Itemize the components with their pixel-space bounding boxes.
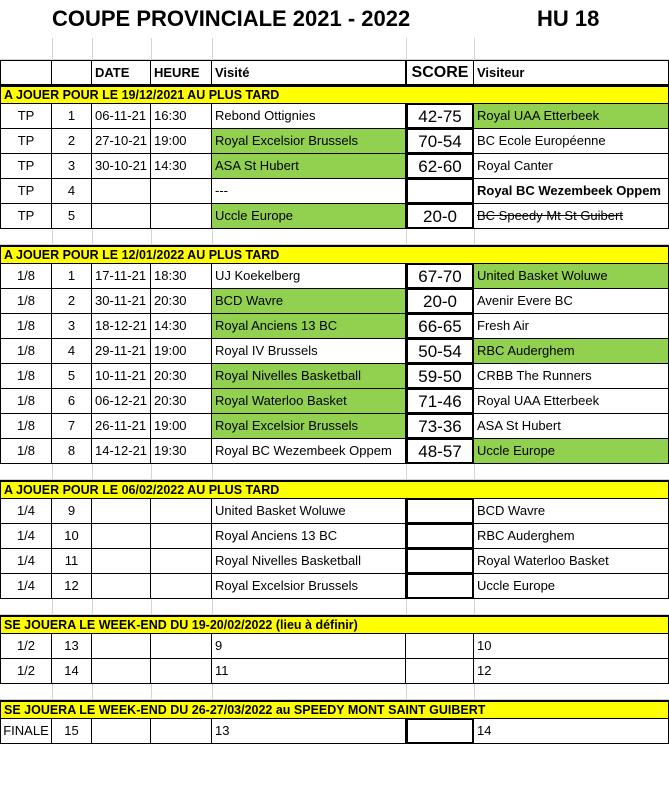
- cell-away: Royal Canter: [474, 154, 669, 179]
- cell-home: Royal Excelsior Brussels: [212, 414, 406, 439]
- cell-time: [151, 499, 212, 524]
- cell-num: 6: [52, 389, 92, 414]
- cell-home: Rebond Ottignies: [212, 104, 406, 129]
- cell-num: 7: [52, 414, 92, 439]
- header-time: HEURE: [151, 60, 212, 85]
- cell-score: 62-60: [406, 154, 474, 179]
- cell-round: TP: [0, 204, 52, 229]
- header-row: [0, 60, 669, 85]
- spacer-row: [0, 229, 669, 245]
- cell-away: Uccle Europe: [474, 439, 669, 464]
- table-row: [0, 179, 669, 204]
- cell-score: [406, 574, 474, 599]
- cell-home: Royal Waterloo Basket: [212, 389, 406, 414]
- header-home: Visité: [212, 60, 406, 85]
- cell-date: 14-12-21: [92, 439, 151, 464]
- grid-line: [52, 229, 53, 244]
- table-row: [0, 289, 669, 314]
- cell-round: 1/4: [0, 549, 52, 574]
- cell-date: 17-11-21: [92, 264, 151, 289]
- section-header: A JOUER POUR LE 06/02/2022 AU PLUS TARD: [0, 480, 669, 499]
- cell-home: Royal Excelsior Brussels: [212, 574, 406, 599]
- cell-away: Royal Waterloo Basket: [474, 549, 669, 574]
- cell-num: 2: [52, 129, 92, 154]
- grid-line: [52, 38, 53, 59]
- cell-round: 1/4: [0, 499, 52, 524]
- grid-line: [52, 599, 53, 614]
- cell-time: 14:30: [151, 314, 212, 339]
- category-title: HU 18: [537, 6, 600, 31]
- cell-date: 10-11-21: [92, 364, 151, 389]
- cell-date: 26-11-21: [92, 414, 151, 439]
- cell-away: 12: [474, 659, 669, 684]
- grid-line: [406, 229, 407, 244]
- table-row: [0, 659, 669, 684]
- cell-round: 1/8: [0, 389, 52, 414]
- cell-round: TP: [0, 104, 52, 129]
- grid-line: [151, 38, 152, 59]
- cell-round: FINALE: [0, 719, 52, 744]
- cell-num: 5: [52, 364, 92, 389]
- cell-score: [406, 719, 474, 744]
- cell-round: 1/4: [0, 574, 52, 599]
- cell-num: 9: [52, 499, 92, 524]
- cell-away: BC Ecole Européenne: [474, 129, 669, 154]
- cell-date: 18-12-21: [92, 314, 151, 339]
- grid-line: [151, 464, 152, 479]
- grid-line: [92, 229, 93, 244]
- cell-num: 1: [52, 264, 92, 289]
- cell-num: 8: [52, 439, 92, 464]
- grid-line: [212, 229, 213, 244]
- cell-time: [151, 204, 212, 229]
- cell-home: 11: [212, 659, 406, 684]
- cell-time: [151, 524, 212, 549]
- header-date: DATE: [92, 60, 151, 85]
- cell-score: 48-57: [406, 439, 474, 464]
- cell-away: ASA St Hubert: [474, 414, 669, 439]
- cell-score: 67-70: [406, 264, 474, 289]
- cell-score: [406, 524, 474, 549]
- cell-score: [406, 179, 474, 204]
- cell-score: 42-75: [406, 104, 474, 129]
- cell-home: UJ Koekelberg: [212, 264, 406, 289]
- cell-time: 19:00: [151, 129, 212, 154]
- cell-home: Royal Excelsior Brussels: [212, 129, 406, 154]
- cell-time: 19:30: [151, 439, 212, 464]
- section-header: SE JOUERA LE WEEK-END DU 26-27/03/2022 au SPEEDY MONT SAINT GUIBERT: [0, 700, 669, 719]
- cell-away: Uccle Europe: [474, 574, 669, 599]
- grid-line: [406, 684, 407, 699]
- table-row: [0, 339, 669, 364]
- cell-away: 14: [474, 719, 669, 744]
- table-row: [0, 524, 669, 549]
- grid-line: [406, 38, 407, 59]
- cell-time: [151, 659, 212, 684]
- cell-away: Royal UAA Etterbeek: [474, 389, 669, 414]
- spacer-row: [0, 464, 669, 480]
- grid-line: [212, 599, 213, 614]
- cell-home: Uccle Europe: [212, 204, 406, 229]
- cell-score: 50-54: [406, 339, 474, 364]
- cell-score: 66-65: [406, 314, 474, 339]
- grid-line: [151, 229, 152, 244]
- grid-line: [474, 599, 475, 614]
- cell-away: Fresh Air: [474, 314, 669, 339]
- table-row: [0, 574, 669, 599]
- cell-home: BCD Wavre: [212, 289, 406, 314]
- cell-num: 11: [52, 549, 92, 574]
- cell-num: 5: [52, 204, 92, 229]
- cell-score: 20-0: [406, 204, 474, 229]
- header-num: [52, 60, 92, 85]
- cell-num: 4: [52, 179, 92, 204]
- cell-home: Royal BC Wezembeek Oppem: [212, 439, 406, 464]
- cell-date: [92, 179, 151, 204]
- grid-line: [212, 684, 213, 699]
- cell-time: [151, 574, 212, 599]
- table-row: [0, 264, 669, 289]
- cell-num: 12: [52, 574, 92, 599]
- cell-num: 3: [52, 154, 92, 179]
- section-header: SE JOUERA LE WEEK-END DU 19-20/02/2022 (lieu à définir): [0, 615, 669, 634]
- grid-line: [151, 599, 152, 614]
- cell-round: 1/8: [0, 339, 52, 364]
- cell-date: [92, 549, 151, 574]
- cell-date: [92, 524, 151, 549]
- cell-date: 29-11-21: [92, 339, 151, 364]
- grid-line: [406, 599, 407, 614]
- cell-away: Royal UAA Etterbeek: [474, 104, 669, 129]
- cell-date: [92, 204, 151, 229]
- cell-date: [92, 659, 151, 684]
- cell-num: 2: [52, 289, 92, 314]
- cell-round: 1/8: [0, 264, 52, 289]
- cell-away: BC Speedy Mt St Guibert: [474, 204, 669, 229]
- grid-line: [474, 38, 475, 59]
- cell-away: Avenir Evere BC: [474, 289, 669, 314]
- header-away: Visiteur: [474, 60, 669, 85]
- grid-line: [474, 684, 475, 699]
- cell-away: RBC Auderghem: [474, 339, 669, 364]
- cell-home: ASA St Hubert: [212, 154, 406, 179]
- cell-away: CRBB The Runners: [474, 364, 669, 389]
- cell-time: [151, 634, 212, 659]
- cell-num: 1: [52, 104, 92, 129]
- cell-round: TP: [0, 179, 52, 204]
- table-row: [0, 314, 669, 339]
- cell-score: [406, 634, 474, 659]
- grid-line: [52, 684, 53, 699]
- cell-time: 20:30: [151, 364, 212, 389]
- cell-score: [406, 659, 474, 684]
- cell-home: Royal Nivelles Basketball: [212, 364, 406, 389]
- grid-line: [52, 464, 53, 479]
- spacer-row: [0, 684, 669, 700]
- cell-time: 19:00: [151, 414, 212, 439]
- cell-time: 16:30: [151, 104, 212, 129]
- grid-line: [92, 464, 93, 479]
- table-row: [0, 204, 669, 229]
- cell-date: [92, 574, 151, 599]
- cell-score: [406, 549, 474, 574]
- cell-away: Royal BC Wezembeek Oppem: [474, 179, 669, 204]
- cell-num: 4: [52, 339, 92, 364]
- cell-time: 14:30: [151, 154, 212, 179]
- cell-time: [151, 179, 212, 204]
- cell-round: 1/8: [0, 289, 52, 314]
- table-row: [0, 389, 669, 414]
- cell-num: 15: [52, 719, 92, 744]
- cell-score: 20-0: [406, 289, 474, 314]
- cell-time: 18:30: [151, 264, 212, 289]
- cell-num: 13: [52, 634, 92, 659]
- header-round: [0, 60, 52, 85]
- cell-score: 70-54: [406, 129, 474, 154]
- grid-line: [212, 464, 213, 479]
- cell-num: 14: [52, 659, 92, 684]
- cell-round: 1/8: [0, 314, 52, 339]
- table-row: [0, 719, 669, 744]
- grid-line: [406, 464, 407, 479]
- cell-time: 19:00: [151, 339, 212, 364]
- cell-home: 13: [212, 719, 406, 744]
- cell-round: TP: [0, 129, 52, 154]
- cell-score: 71-46: [406, 389, 474, 414]
- grid-line: [212, 38, 213, 59]
- cell-date: 30-10-21: [92, 154, 151, 179]
- cell-home: Royal Nivelles Basketball: [212, 549, 406, 574]
- section-header: A JOUER POUR LE 12/01/2022 AU PLUS TARD: [0, 245, 669, 264]
- table-row: [0, 104, 669, 129]
- cell-time: 20:30: [151, 389, 212, 414]
- cell-round: 1/8: [0, 414, 52, 439]
- grid-line: [92, 599, 93, 614]
- cell-home: Royal Anciens 13 BC: [212, 314, 406, 339]
- cell-round: 1/4: [0, 524, 52, 549]
- cell-time: [151, 549, 212, 574]
- spacer-row: [0, 599, 669, 615]
- spacer-row: [0, 38, 669, 60]
- table-row: [0, 129, 669, 154]
- table-row: [0, 499, 669, 524]
- grid-line: [151, 684, 152, 699]
- table-row: [0, 414, 669, 439]
- cell-date: 30-11-21: [92, 289, 151, 314]
- cell-away: BCD Wavre: [474, 499, 669, 524]
- cell-away: United Basket Woluwe: [474, 264, 669, 289]
- cell-round: TP: [0, 154, 52, 179]
- cell-round: 1/2: [0, 659, 52, 684]
- header-score: SCORE: [406, 60, 474, 85]
- table-row: [0, 154, 669, 179]
- cell-home: Royal IV Brussels: [212, 339, 406, 364]
- cell-round: 1/8: [0, 364, 52, 389]
- grid-line: [92, 684, 93, 699]
- table-row: [0, 439, 669, 464]
- cell-date: [92, 719, 151, 744]
- cell-date: [92, 634, 151, 659]
- cell-score: [406, 499, 474, 524]
- cell-away: 10: [474, 634, 669, 659]
- cell-date: 06-12-21: [92, 389, 151, 414]
- cell-num: 10: [52, 524, 92, 549]
- cell-home: ---: [212, 179, 406, 204]
- cell-num: 3: [52, 314, 92, 339]
- grid-line: [92, 38, 93, 59]
- cell-score: 73-36: [406, 414, 474, 439]
- cell-away: RBC Auderghem: [474, 524, 669, 549]
- grid-line: [474, 464, 475, 479]
- cell-home: United Basket Woluwe: [212, 499, 406, 524]
- cell-score: 59-50: [406, 364, 474, 389]
- cell-round: 1/2: [0, 634, 52, 659]
- cell-date: 27-10-21: [92, 129, 151, 154]
- grid-line: [474, 229, 475, 244]
- cell-home: 9: [212, 634, 406, 659]
- cell-round: 1/8: [0, 439, 52, 464]
- cell-date: [92, 499, 151, 524]
- table-row: [0, 634, 669, 659]
- cell-time: 20:30: [151, 289, 212, 314]
- table-row: [0, 549, 669, 574]
- table-row: [0, 364, 669, 389]
- cell-home: Royal Anciens 13 BC: [212, 524, 406, 549]
- cell-date: 06-11-21: [92, 104, 151, 129]
- page-title: COUPE PROVINCIALE 2021 - 2022: [52, 6, 411, 31]
- cell-time: [151, 719, 212, 744]
- section-header: A JOUER POUR LE 19/12/2021 AU PLUS TARD: [0, 85, 669, 104]
